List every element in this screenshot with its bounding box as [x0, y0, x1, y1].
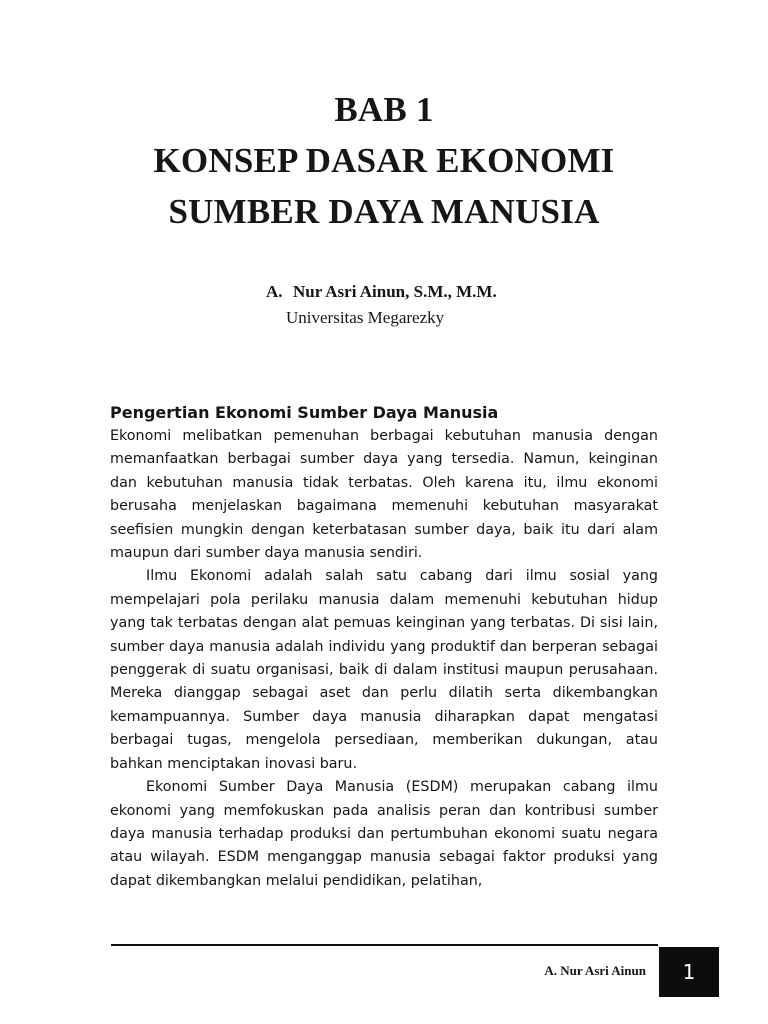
paragraph-2: Ilmu Ekonomi adalah salah satu cabang dari ilmu sosial yang mempelajari pola perilaku manusia dalam memenuhi kebutuhan hidup yang tak terbatas dengan alat pemuas keinginan yang terbatas. Di sisi lain, sumber daya manusia adalah individu yang produktif dan berperan sebagai penggerak di suatu organisasi, baik di dalam institusi maupun perusahaan. Mereka dianggap sebagai aset dan perlu dilatih serta dikembangkan kemampuannya. Sumber daya manusia diharapkan dapat mengatasi berbagai tugas, mengelola persediaan, memberikan dukungan, atau bahkan menciptakan inovasi baru.	[110, 568, 658, 772]
section-content	[110, 401, 658, 893]
chapter-title-line-1: KONSEP DASAR EKONOMI	[153, 141, 615, 180]
paragraph-1: Ekonomi melibatkan pemenuhan berbagai kebutuhan manusia dengan memanfaatkan berbagai sumber daya yang tersedia. Namun, keinginan dan kebutuhan manusia tidak terbatas. Oleh karena itu, ilmu ekonomi berusaha menjelaskan bagaimana memenuhi kebutuhan masyarakat seefisien mungkin dengan keterbatasan sumber daya, baik itu dari alam maupun dari sumber daya manusia sendiri.	[110, 428, 658, 562]
chapter-title-line-2: SUMBER DAYA MANUSIA	[168, 192, 600, 231]
section-heading: Pengertian Ekonomi Sumber Daya Manusia	[110, 403, 499, 422]
author-affiliation: Universitas Megarezky	[286, 308, 445, 327]
author-prefix: A.	[266, 282, 283, 301]
footer-rule	[111, 944, 658, 946]
author-name-line	[266, 279, 497, 305]
paragraph-3: Ekonomi Sumber Daya Manusia (ESDM) merupakan cabang ilmu ekonomi yang memfokuskan pada analisis peran dan kontribusi sumber daya manusia terhadap produksi dan pertumbuhan ekonomi suatu negara atau wilayah. ESDM menganggap manusia sebagai faktor produksi yang dapat dikembangkan melalui pendidikan, pelatihan,	[110, 779, 658, 889]
chapter-number: BAB 1	[334, 90, 434, 129]
page-number: 1	[659, 947, 719, 997]
footer-author: A. Nur Asri Ainun	[544, 963, 646, 978]
chapter-title	[0, 84, 768, 237]
author-block	[266, 279, 497, 331]
author-name: Nur Asri Ainun, S.M., M.M.	[293, 282, 497, 301]
